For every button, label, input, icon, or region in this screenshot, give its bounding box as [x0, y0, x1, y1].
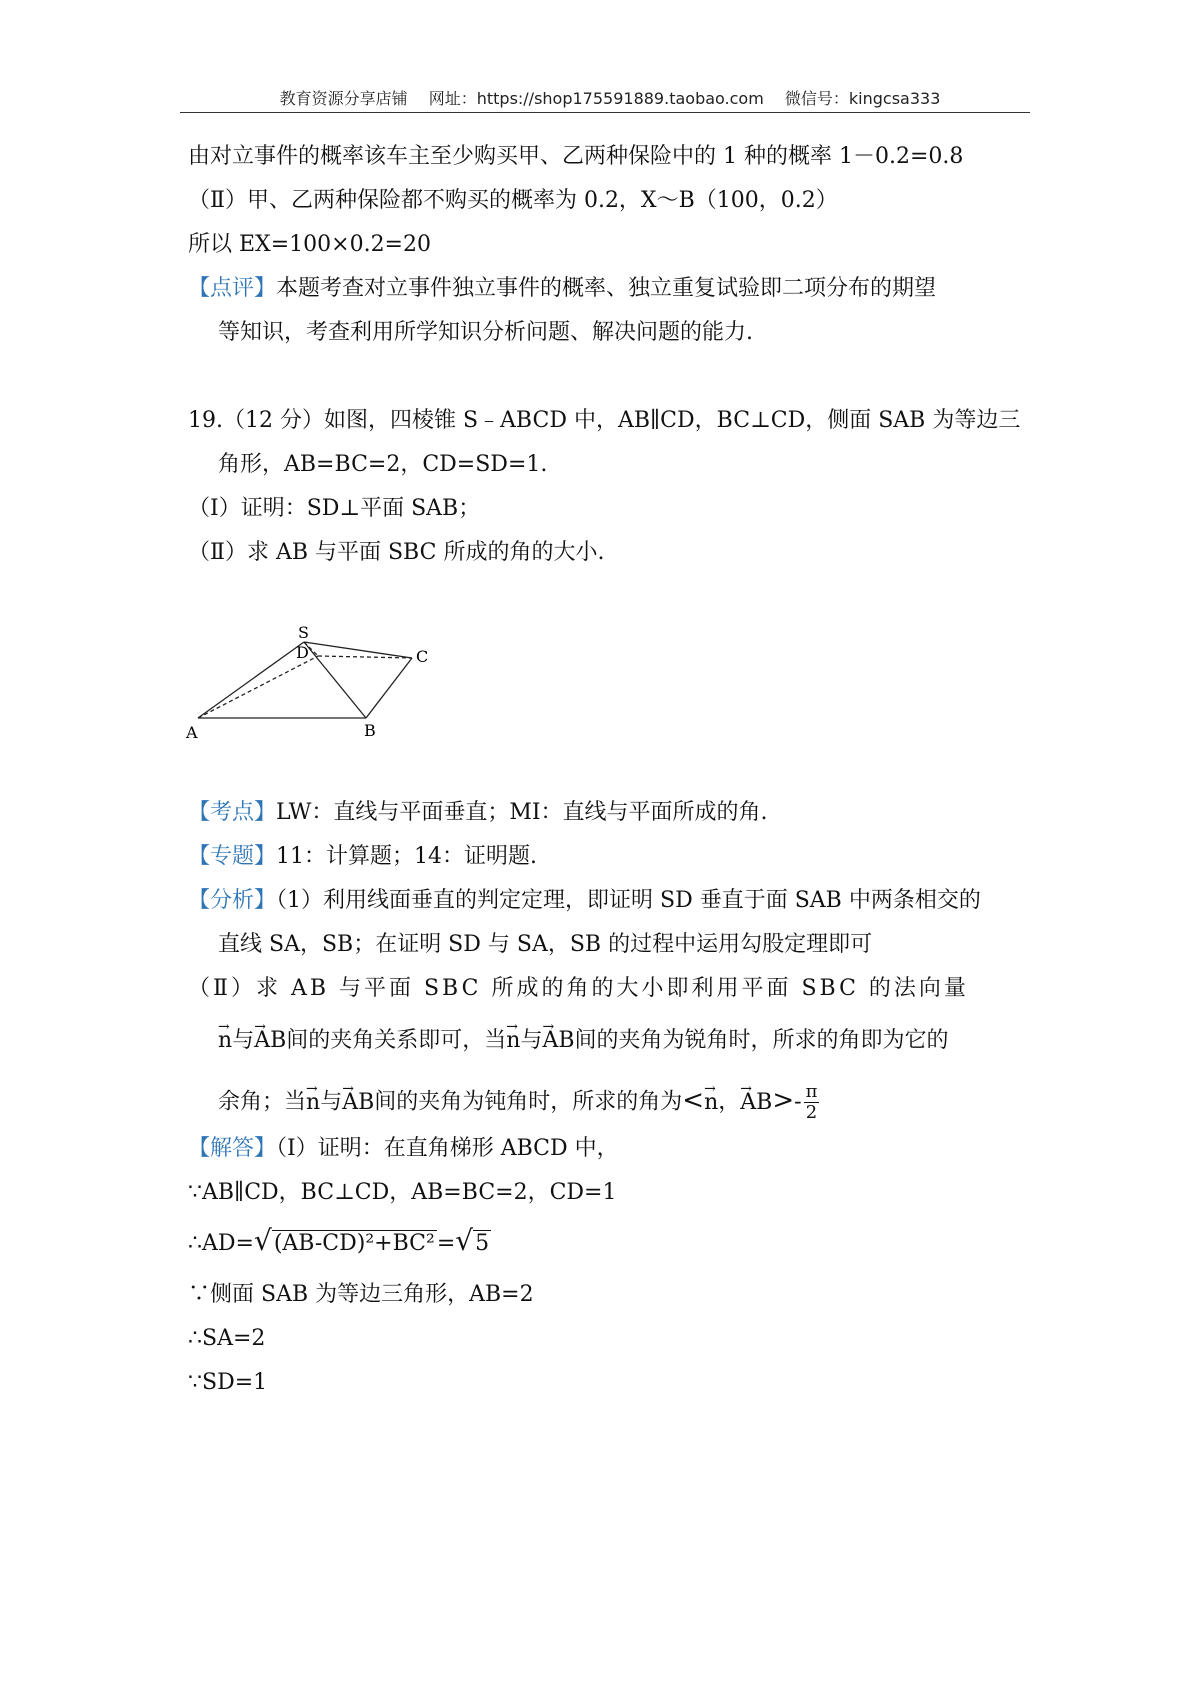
pyramid-figure [186, 623, 488, 812]
fenxi-line-2: 直线 SA，SB；在证明 SD 与 SA，SB 的过程中运用勾股定理即可 [218, 932, 873, 957]
sqrt-sign: √ [253, 1224, 272, 1257]
question-19-part-1: （Ⅰ）证明：SD⊥平面 SAB； [188, 496, 481, 521]
jieda-step-4: ∴SA=2 [188, 1326, 266, 1351]
text-yu: 与 [520, 1028, 543, 1053]
label-B: B [364, 721, 376, 740]
fraction-pi-over-2 [804, 1082, 820, 1123]
review-line-2: 等知识，考查利用所学知识分析问题、解决问题的能力. [218, 320, 753, 345]
label-A: A [186, 723, 198, 742]
fraction-numerator: π [805, 1081, 818, 1102]
vector-n: → n [704, 1088, 718, 1118]
vector-ab: → AB [254, 1026, 286, 1056]
jieda-step-3: ∵侧面 SAB 为等边三角形，AB=2 [188, 1282, 534, 1307]
jieda-step-1: ∵AB∥CD，BC⊥CD，AB=BC=2，CD=1 [188, 1180, 617, 1205]
zhuanti-text: 11：计算题；14：证明题. [276, 844, 537, 869]
zhuanti-tag: 【专题】 [188, 844, 277, 869]
paragraph-2: （Ⅱ）甲、乙两种保险都不购买的概率为 0.2，X～B（100，0.2） [188, 188, 838, 213]
jieda-line [188, 1134, 619, 1164]
vector-n: → n [218, 1026, 232, 1056]
fenxi-text-1: （1）利用线面垂直的判定定理，即证明 SD 垂直于面 SAB 中两条相交的 [276, 888, 981, 913]
label-C: C [416, 647, 429, 666]
edge-BC [366, 658, 412, 718]
text-included-angle: 间的夹角 [574, 1028, 663, 1053]
vector-ab: → AB [342, 1088, 374, 1118]
paragraph-1: 由对立事件的概率该车主至少购买甲、乙两种保险中的 1 种的概率 1－0.2=0.8 [188, 144, 964, 169]
fenxi-line-1 [188, 886, 981, 916]
review-tag: 【点评】 [188, 276, 277, 301]
fraction-denominator: 2 [805, 1102, 818, 1123]
fenxi-line-5 [218, 1082, 819, 1123]
fenxi-tag: 【分析】 [188, 888, 277, 913]
header-divider [180, 112, 1030, 113]
sqrt-five: 5 [475, 1231, 490, 1256]
label-D: D [296, 643, 309, 662]
label-S: S [298, 623, 309, 642]
vector-n: → n [306, 1088, 320, 1118]
vector-ab: → AB [542, 1026, 574, 1056]
jieda-text: （Ⅰ）证明：在直角梯形 ABCD 中， [276, 1136, 619, 1161]
text-angle-relation: 间的夹角关系即可，当 [286, 1028, 507, 1053]
sqrt-radicand: (AB-CD)²+BC² [273, 1231, 435, 1256]
edge-AD [198, 656, 318, 718]
text-obtuse-case: 为钝角时，所求的角为 [462, 1089, 683, 1115]
equals-sign: = [436, 1231, 456, 1256]
text-yu: 与 [232, 1028, 255, 1053]
jieda-step-5: ∵SD=1 [188, 1370, 268, 1395]
review-text-1: 本题考查对立事件独立事件的概率、独立重复试验即二项分布的期望 [276, 276, 937, 301]
fenxi-line-4 [218, 1026, 949, 1056]
question-19-line-1: 19.（12 分）如图，四棱锥 S﹣ABCD 中，AB∥CD，BC⊥CD，侧面 SAB 为等边三 [188, 408, 1021, 433]
page-header [180, 86, 1040, 109]
kaodian-line [188, 798, 768, 828]
vector-ab: → AB [740, 1088, 772, 1118]
jieda-step-2 [188, 1226, 491, 1259]
kaodian-text: LW：直线与平面垂直；MI：直线与平面所成的角. [276, 800, 768, 825]
paragraph-3: 所以 EX=100×0.2=20 [188, 232, 431, 257]
question-19-line-2: 角形，AB=BC=2，CD=SD=1. [218, 452, 548, 477]
angle-separator: ， [718, 1089, 741, 1115]
review-line-1 [188, 274, 936, 304]
jieda-tag: 【解答】 [188, 1136, 277, 1161]
angle-bracket-close: > [772, 1085, 795, 1116]
text-yu: 与 [320, 1089, 343, 1115]
text-included-angle: 间的夹角 [374, 1089, 463, 1115]
edge-SB [304, 642, 366, 718]
fenxi-line-3: （Ⅱ）求 AB 与平面 SBC 所成的角的大小即利用平面 SBC 的法向量 [188, 976, 969, 1001]
edge-SA [198, 642, 304, 718]
shop-url[interactable]: 网址：https://shop175591889.taobao.com [428, 89, 764, 108]
question-19-part-2: （Ⅱ）求 AB 与平面 SBC 所成的角的大小. [188, 540, 605, 565]
text-complement: 余角；当 [218, 1089, 307, 1115]
minus-sign: - [794, 1089, 802, 1115]
vector-n: → n [506, 1026, 520, 1056]
wechat-id: 微信号：kingcsa333 [784, 89, 941, 108]
sqrt-sign: √ [455, 1224, 474, 1257]
shop-name: 教育资源分享店铺 [279, 89, 408, 108]
kaodian-tag: 【考点】 [188, 800, 277, 825]
angle-bracket-open: < [682, 1085, 705, 1116]
text-acute-case: 为锐角时，所求的角即为它的 [662, 1028, 949, 1053]
zhuanti-line [188, 842, 537, 872]
ad-label: ∴AD= [188, 1231, 254, 1256]
